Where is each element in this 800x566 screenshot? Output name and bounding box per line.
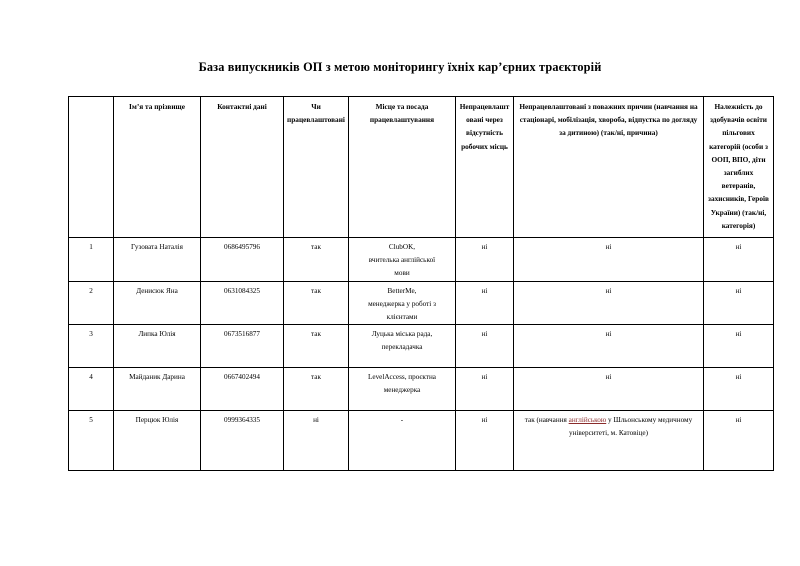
- cell-valid-reasons: ні: [514, 281, 704, 325]
- column-header-index: [69, 97, 114, 238]
- graduates-table-container: [68, 96, 769, 471]
- cell-contacts: 0667402494: [201, 368, 284, 411]
- cell-place-line: менеджерка: [383, 386, 421, 395]
- cell-privileged: ні: [704, 411, 774, 471]
- cell-employed: так: [284, 281, 349, 325]
- cell-place-line: вчителька англійської: [368, 256, 436, 265]
- column-header-valid-reasons: Непрацевлаштовані з поважних причин (навчання на стаціонарі, мобілізація, хвороба, відпустка по догляду за дитиною) (так/ні, причина): [514, 97, 704, 238]
- cell-employed: ні: [284, 411, 349, 471]
- cell-place-line: менеджерка у роботі з: [368, 299, 436, 308]
- table-row: [69, 281, 774, 325]
- cell-place-line: клієнтами: [386, 313, 418, 322]
- cell-no-jobs: ні: [456, 325, 514, 368]
- graduates-table: [68, 96, 774, 471]
- cell-name: Перцюк Юлія: [114, 411, 201, 471]
- cell-place: [349, 325, 456, 368]
- cell-privileged: ні: [704, 281, 774, 325]
- cell-name: Денисюк Яна: [114, 281, 201, 325]
- cell-valid-reasons: так (навчання англійською у Шльонському медичному університеті, м. Катовіце): [514, 411, 704, 471]
- cell-place: [349, 281, 456, 325]
- hyperlink-text[interactable]: англійською: [568, 416, 607, 425]
- cell-place: [349, 411, 456, 471]
- column-header-name: Ім’я та прізвище: [114, 97, 201, 238]
- cell-no-jobs: ні: [456, 281, 514, 325]
- cell-valid-reasons: ні: [514, 238, 704, 282]
- cell-place-line: мови: [394, 269, 410, 278]
- cell-privileged: ні: [704, 368, 774, 411]
- table-row: [69, 325, 774, 368]
- cell-contacts: 0673516877: [201, 325, 284, 368]
- cell-place-line: перекладачка: [381, 343, 423, 352]
- cell-no-jobs: ні: [456, 238, 514, 282]
- cell-employed: так: [284, 325, 349, 368]
- cell-name: Липка Юлія: [114, 325, 201, 368]
- cell-index: 1: [69, 238, 114, 282]
- cell-place-line: ClubOK,: [388, 243, 416, 251]
- cell-employed: так: [284, 238, 349, 282]
- table-row: [69, 368, 774, 411]
- cell-index: 5: [69, 411, 114, 471]
- column-header-no-jobs: Непрацевлаштовані через відсутність робочих місць: [456, 97, 514, 238]
- cell-contacts: 0631084325: [201, 281, 284, 325]
- cell-index: 2: [69, 281, 114, 325]
- table-body: [69, 97, 774, 471]
- cell-place: [349, 238, 456, 282]
- column-header-employed: Чи працевлаштовані: [284, 97, 349, 238]
- cell-place-line: Луцька міська рада,: [371, 330, 433, 339]
- cell-contacts: 0999364335: [201, 411, 284, 471]
- column-header-contacts: Контактні дані: [201, 97, 284, 238]
- cell-index: 4: [69, 368, 114, 411]
- cell-index: 3: [69, 325, 114, 368]
- cell-place-line: BetterMe,: [387, 286, 417, 295]
- cell-valid-reasons: ні: [514, 325, 704, 368]
- cell-name: Майданик Дарина: [114, 368, 201, 411]
- cell-place-line: LevelAccess, проєктна: [367, 373, 436, 382]
- cell-place-line: -: [400, 416, 404, 425]
- table-row: [69, 238, 774, 282]
- cell-contacts: 0686495796: [201, 238, 284, 282]
- cell-place: [349, 368, 456, 411]
- cell-employed: так: [284, 368, 349, 411]
- cell-no-jobs: ні: [456, 411, 514, 471]
- cell-privileged: ні: [704, 325, 774, 368]
- cell-name: Гузовата Наталія: [114, 238, 201, 282]
- table-row: [69, 411, 774, 471]
- page-title: База випускників ОП з метою моніторингу їхніх кар’єрних траєкторій: [198, 60, 602, 74]
- cell-privileged: ні: [704, 238, 774, 282]
- table-header-row: [69, 97, 774, 238]
- column-header-place: Місце та посада працевлаштування: [349, 97, 456, 238]
- cell-no-jobs: ні: [456, 368, 514, 411]
- cell-valid-reasons: ні: [514, 368, 704, 411]
- column-header-privileged: Належність до здобувачів освіти пільгових категорій (особи з ООП, ВПО, діти загиблих ветеранів, захисників, Героїв України) (так/ні, категорія): [704, 97, 774, 238]
